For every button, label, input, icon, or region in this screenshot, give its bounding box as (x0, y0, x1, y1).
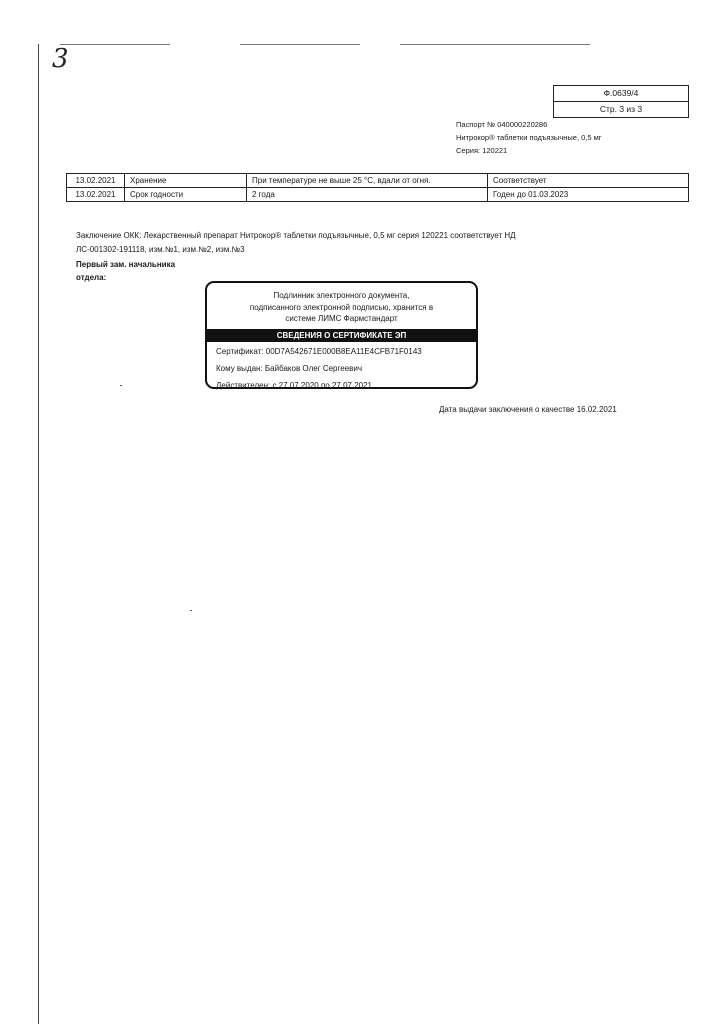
stamp-note-line: системе ЛИМС Фармстандарт (285, 314, 398, 323)
certificate-owner: Кому выдан: Байбаков Олег Сергеевич (216, 363, 363, 373)
top-scan-line (240, 44, 360, 45)
result: Соответствует (488, 174, 689, 188)
signatory-title-line: Первый зам. начальника (76, 260, 176, 269)
electronic-signature-stamp (205, 281, 478, 389)
table-row (67, 174, 689, 188)
signatory-title (76, 258, 175, 284)
test-date: 13.02.2021 (67, 188, 125, 202)
certificate-validity: Действителен: с 27.07.2020 по 27.07.2021 (216, 380, 372, 390)
top-scan-line (60, 44, 170, 45)
indicator: Срок годности (125, 188, 247, 202)
conclusion-line: ЛС-001302-191118, изм.№1, изм.№2, изм.№3 (76, 245, 245, 254)
results-table (66, 173, 689, 202)
page-border-line (38, 44, 39, 1024)
product-name: Нитрокор® таблетки подъязычные, 0,5 мг (456, 133, 602, 142)
result: Годен до 01.03.2023 (488, 188, 689, 202)
passport-number: Паспорт № 040000220286 (456, 120, 548, 129)
top-scan-line (400, 44, 590, 45)
form-code-box (553, 85, 689, 118)
norm: При температуре не выше 25 °С, вдали от огня. (247, 174, 488, 188)
table-row (67, 188, 689, 202)
stamp-note (207, 290, 476, 325)
scan-speck (120, 385, 122, 386)
conclusion-line: Заключение ОКК: Лекарственный препарат Нитрокор® таблетки подъязычные, 0,5 мг серия 120221 соответствует НД (76, 231, 516, 240)
signatory-title-line: отдела: (76, 273, 107, 282)
form-code: Ф.0639/4 (603, 88, 639, 98)
stamp-header: СВЕДЕНИЯ О СЕРТИФИКАТЕ ЭП (207, 329, 476, 342)
handwritten-page-number: 3 (52, 44, 69, 74)
scan-speck (190, 610, 192, 611)
indicator: Хранение (125, 174, 247, 188)
qc-conclusion (76, 229, 576, 257)
stamp-note-line: подписанного электронной подписью, хранится в (249, 302, 434, 312)
test-date: 13.02.2021 (67, 174, 125, 188)
issue-date: Дата выдачи заключения о качестве 16.02.2021 (439, 405, 617, 414)
norm: 2 года (247, 188, 488, 202)
certificate-id: Сертификат: 00D7A542671E000B8EA11E4CFB71F0143 (216, 346, 422, 356)
stamp-note-line: Подлинник электронного документа, (273, 291, 410, 300)
series-number: Серия: 120221 (456, 146, 508, 155)
page-counter: Стр. 3 из 3 (554, 101, 688, 117)
passport-info (456, 118, 602, 157)
